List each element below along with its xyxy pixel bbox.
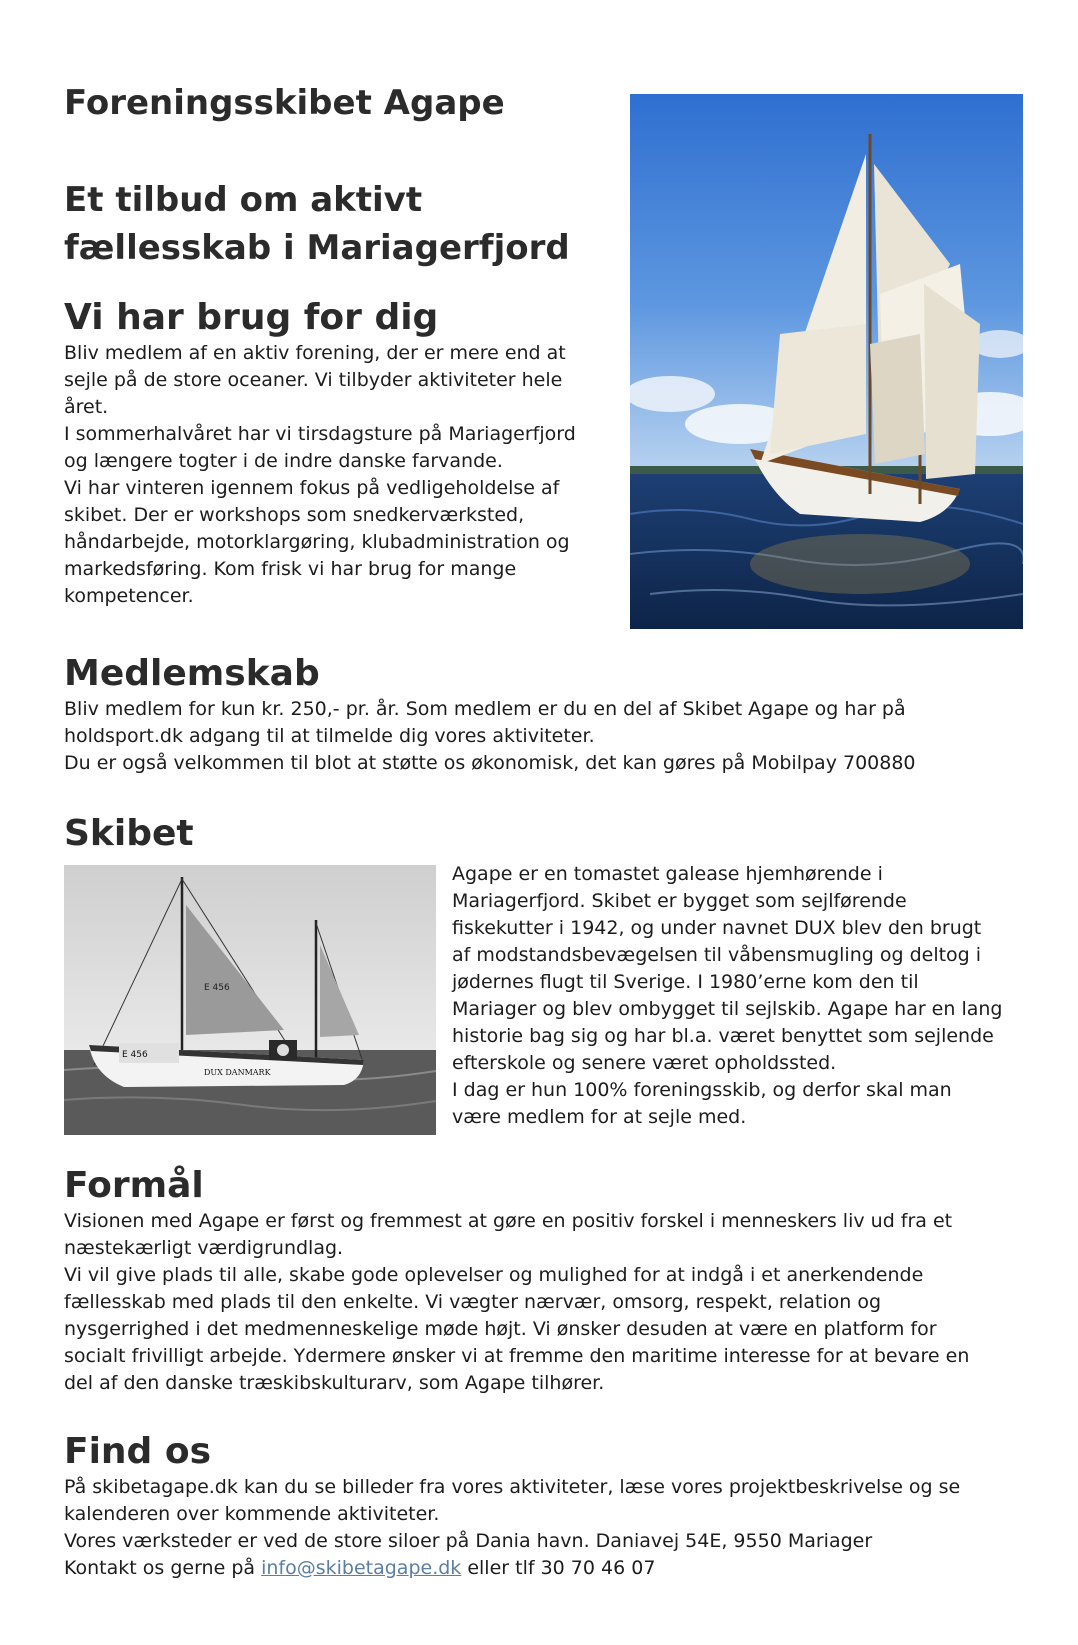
contact-line bbox=[64, 1555, 1054, 1582]
section-heading: Medlemskab bbox=[64, 653, 320, 694]
section-skibet-body bbox=[452, 861, 1042, 1131]
text-line: På skibetagape.dk kan du se billeder fra vores aktiviteter, læse vores projektbeskrivelse og se bbox=[64, 1476, 961, 1498]
section-medlemskab bbox=[64, 652, 1044, 777]
text-line: Bliv medlem af en aktiv forening, der er mere end at bbox=[64, 342, 566, 364]
text-line: året. bbox=[64, 396, 109, 418]
sailing-ship-photo bbox=[630, 94, 1023, 629]
section-find-os bbox=[64, 1430, 1054, 1582]
text-line: kalenderen over kommende aktiviteter. bbox=[64, 1503, 440, 1525]
text-line: del af den danske træskibskulturarv, som Agape tilhører. bbox=[64, 1372, 605, 1394]
bow-number-label: E 456 bbox=[122, 1050, 148, 1060]
text-line: historie bag sig og har bl.a. været benyttet som sejlende bbox=[452, 1025, 994, 1047]
section-body bbox=[64, 340, 624, 610]
text-line: Vi har vinteren igennem fokus på vedligeholdelse af bbox=[64, 477, 560, 499]
text-line: Visionen med Agape er først og fremmest at gøre en positiv forskel i menneskers liv ud fra et bbox=[64, 1210, 953, 1232]
hull-name-label: DUX DANMARK bbox=[204, 1068, 271, 1077]
section-heading: Find os bbox=[64, 1431, 212, 1472]
contact-prefix: Kontakt os gerne på bbox=[64, 1557, 262, 1579]
text-line: sejle på de store oceaner. Vi tilbyder aktiviteter hele bbox=[64, 369, 563, 391]
contact-suffix: eller tlf 30 70 46 07 bbox=[461, 1557, 656, 1579]
text-line: og længere togter i de indre danske farvande. bbox=[64, 450, 503, 472]
text-line: skibet. Der er workshops som snedkerværksted, bbox=[64, 504, 525, 526]
dux-ship-photo bbox=[64, 865, 436, 1135]
page-subtitle: Et tilbud om aktivt fællesskab i Mariagerfjord bbox=[64, 180, 570, 268]
section-heading: Formål bbox=[64, 1165, 204, 1206]
text-line: Vi vil give plads til alle, skabe gode oplevelser og mulighed for at indgå i et anerkendende bbox=[64, 1264, 924, 1286]
section-body bbox=[64, 1474, 1054, 1582]
text-line: efterskole og senere været opholdssted. bbox=[452, 1052, 837, 1074]
text-line: socialt frivilligt arbejde. Ydermere ønsker vi at fremme den maritime interesse for at bevare en bbox=[64, 1345, 970, 1367]
section-vi-har-brug-for-dig bbox=[64, 296, 624, 610]
section-skibet-heading bbox=[64, 812, 194, 856]
text-line: være medlem for at sejle med. bbox=[452, 1106, 747, 1128]
text-line: fællesskab med plads til den enkelte. Vi vægter nærvær, omsorg, respekt, relation og bbox=[64, 1291, 882, 1313]
section-formaal bbox=[64, 1164, 1054, 1397]
text-line: Vores værksteder er ved de store siloer på Dania havn. Daniavej 54E, 9550 Mariager bbox=[64, 1530, 873, 1552]
text-line: næstekærligt værdigrundlag. bbox=[64, 1237, 344, 1259]
text-line: håndarbejde, motorklargøring, klubadministration og bbox=[64, 531, 570, 553]
text-line: Agape er en tomastet galease hjemhørende i bbox=[452, 863, 883, 885]
text-line: Mariagerfjord. Skibet er bygget som sejlførende bbox=[452, 890, 907, 912]
text-line: nysgerrighed i det medmenneskelige møde højt. Vi ønsker desuden at være en platform for bbox=[64, 1318, 937, 1340]
text-line: I sommerhalvåret har vi tirsdagsture på Mariagerfjord bbox=[64, 423, 576, 445]
text-line: jødernes flugt til Sverige. I 1980’erne kom den til bbox=[452, 971, 919, 993]
text-line: I dag er hun 100% foreningsskib, og derfor skal man bbox=[452, 1079, 952, 1101]
text-line: af modstandsbevægelsen til våbensmugling og deltog i bbox=[452, 944, 982, 966]
section-heading: Skibet bbox=[64, 813, 194, 854]
sail-number-label: E 456 bbox=[204, 983, 230, 993]
section-heading: Vi har brug for dig bbox=[64, 297, 439, 338]
text-line: fiskekutter i 1942, og under navnet DUX blev den brugt bbox=[452, 917, 982, 939]
email-link[interactable]: info@skibetagape.dk bbox=[261, 1557, 462, 1579]
section-body bbox=[64, 696, 1044, 777]
text-line: holdsport.dk adgang til at tilmelde dig vores aktiviteter. bbox=[64, 725, 595, 747]
section-body bbox=[64, 1208, 1054, 1397]
text-line: markedsføring. Kom frisk vi har brug for mange bbox=[64, 558, 517, 580]
text-line: Mariager og blev ombygget til sejlskib. Agape har en lang bbox=[452, 998, 1003, 1020]
text-line: kompetencer. bbox=[64, 585, 194, 607]
text-line: Du er også velkommen til blot at støtte os økonomisk, det kan gøres på Mobilpay 700880 bbox=[64, 752, 916, 774]
text-line: Bliv medlem for kun kr. 250,- pr. år. Som medlem er du en del af Skibet Agape og har på bbox=[64, 698, 906, 720]
page-title: Foreningsskibet Agape bbox=[64, 83, 505, 123]
